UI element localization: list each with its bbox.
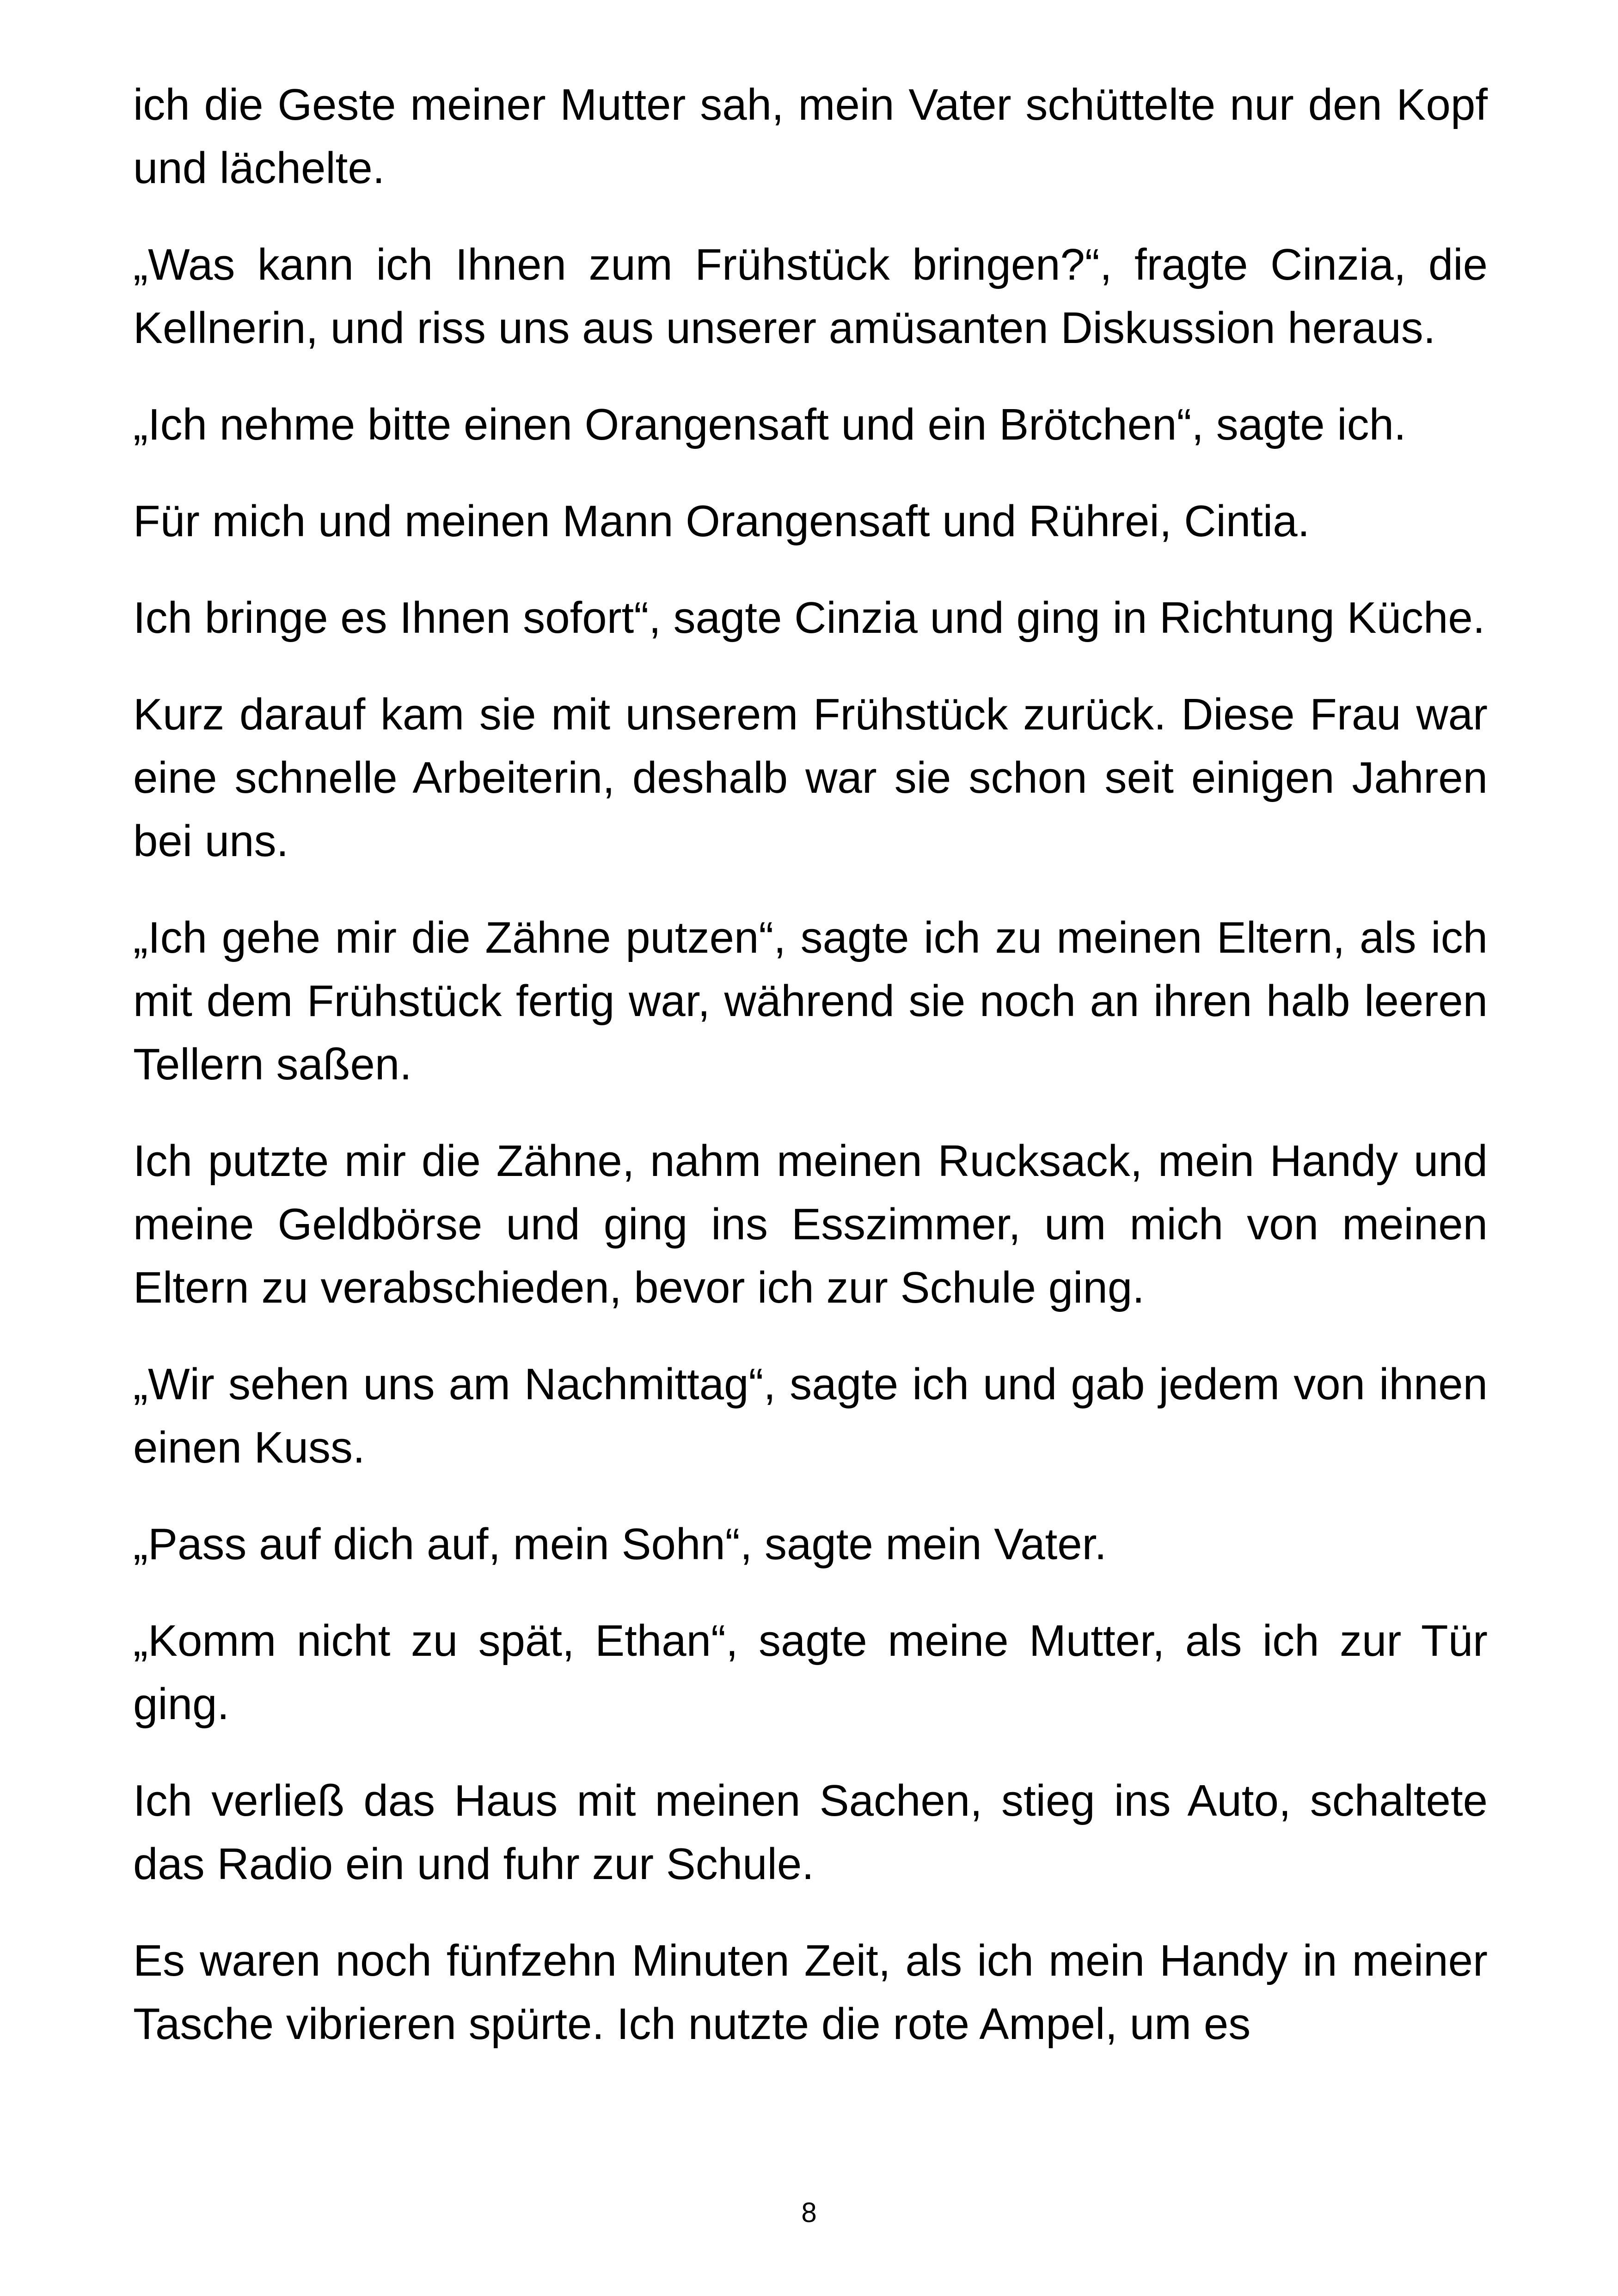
- paragraph: Für mich und meinen Mann Orangensaft und Rührei, Cintia.: [133, 496, 1310, 546]
- paragraph: „Was kann ich Ihnen zum Frühstück bringen?“, fragte Cinzia, die Kellnerin, und riss uns aus unserer amüsanten Diskussion heraus.: [133, 240, 1488, 353]
- paragraph: „Ich gehe mir die Zähne putzen“, sagte ich zu meinen Eltern, als ich mit dem Frühstück fertig war, während sie noch an ihren halb leeren Tellern saßen.: [133, 913, 1488, 1089]
- paragraph: Es waren noch fünfzehn Minuten Zeit, als ich mein Handy in meiner Tasche vibrieren spürte. Ich nutzte die rote Ampel, um es: [133, 1936, 1488, 2049]
- paragraph: ich die Geste meiner Mutter sah, mein Vater schüttelte nur den Kopf und lächelte.: [133, 80, 1488, 193]
- paragraph: „Wir sehen uns am Nachmittag“, sagte ich und gab jedem von ihnen einen Kuss.: [133, 1359, 1488, 1472]
- paragraph: Ich bringe es Ihnen sofort“, sagte Cinzia und ging in Richtung Küche.: [133, 593, 1485, 643]
- paragraph: Ich verließ das Haus mit meinen Sachen, stieg ins Auto, schaltete das Radio ein und fuhr zur Schule.: [133, 1776, 1488, 1889]
- paragraph: „Ich nehme bitte einen Orangensaft und ein Brötchen“, sagte ich.: [133, 400, 1406, 449]
- paragraph: Ich putzte mir die Zähne, nahm meinen Rucksack, mein Handy und meine Geldbörse und ging ins Esszimmer, um mich von meinen Eltern zu verabschieden, bevor ich zur Schule ging.: [133, 1136, 1488, 1312]
- paragraph: Kurz darauf kam sie mit unserem Frühstück zurück. Diese Frau war eine schnelle Arbeiterin, deshalb war sie schon seit einigen Jahren bei uns.: [133, 690, 1488, 866]
- paragraph: „Komm nicht zu spät, Ethan“, sagte meine Mutter, als ich zur Tür ging.: [133, 1616, 1488, 1729]
- paragraph: „Pass auf dich auf, mein Sohn“, sagte mein Vater.: [133, 1519, 1107, 1569]
- page-body-text: [133, 73, 1488, 2089]
- page-number: 8: [801, 2197, 817, 2228]
